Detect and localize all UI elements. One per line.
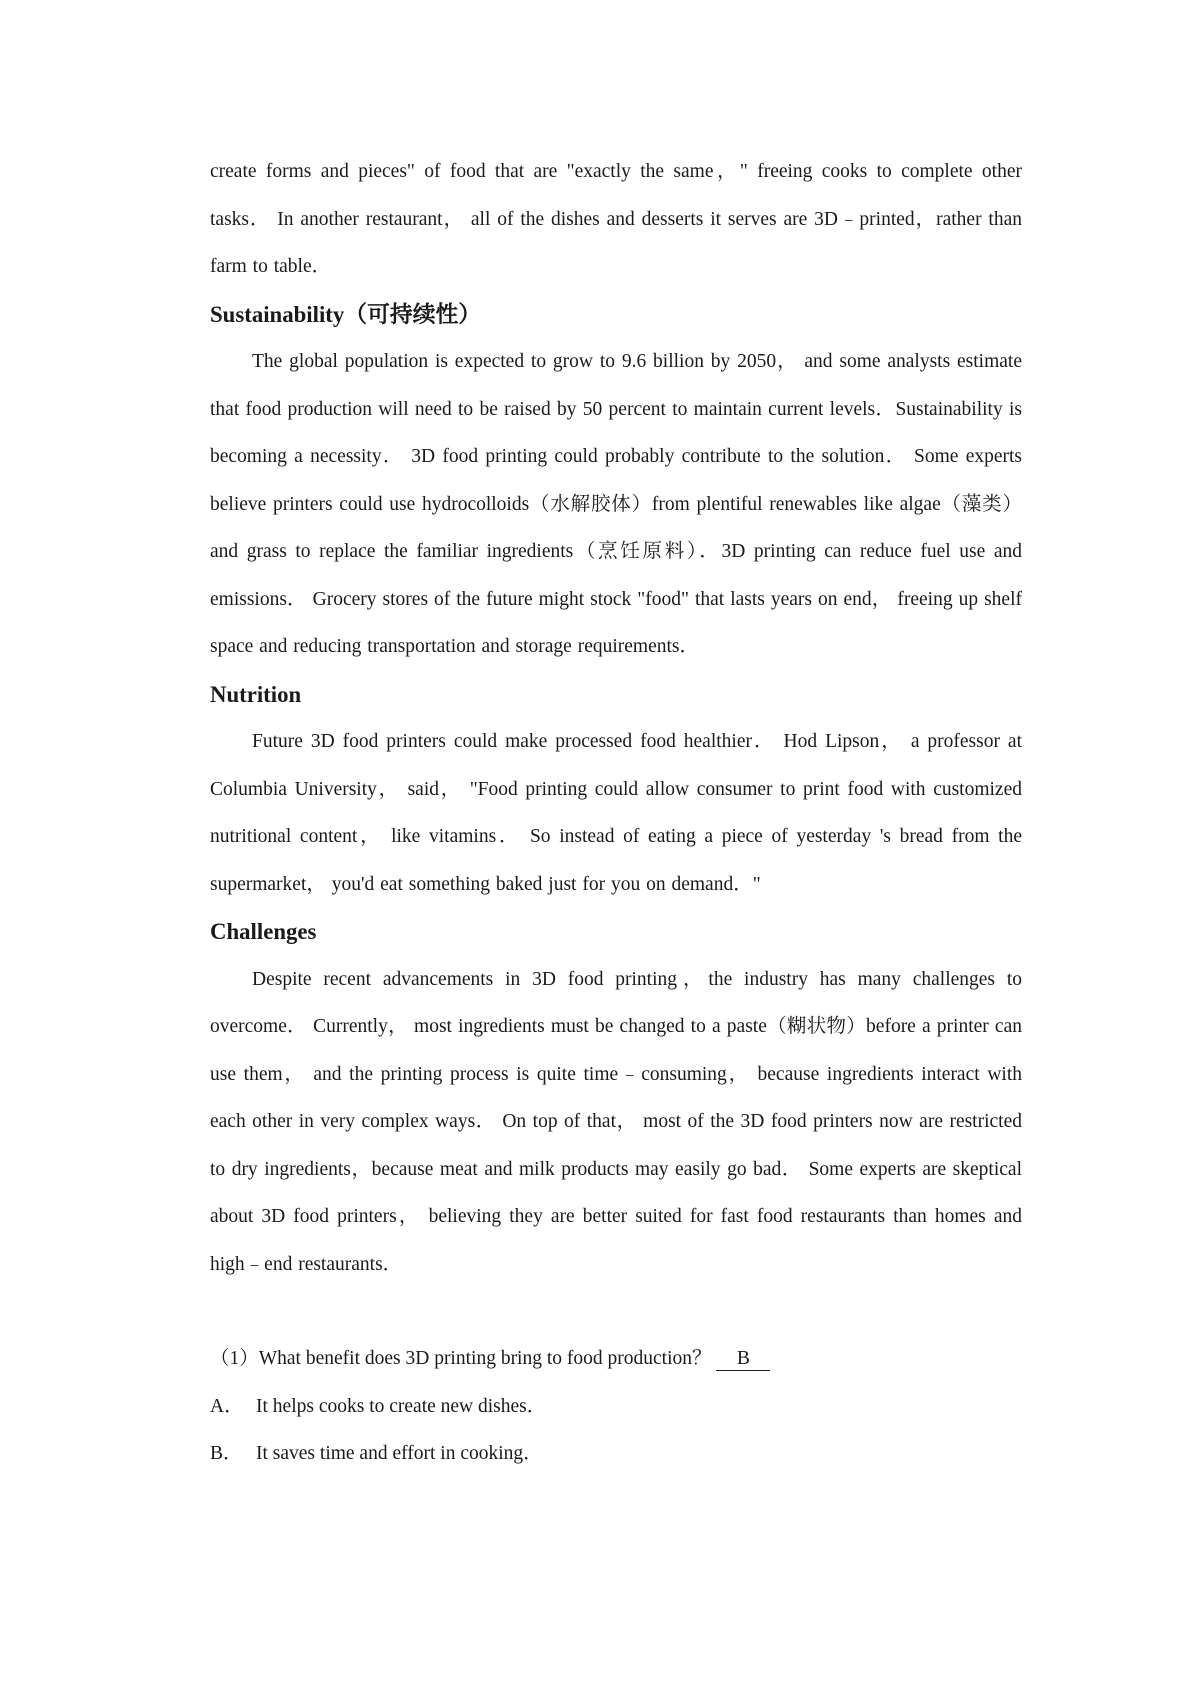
question-prompt: （1）What benefit does 3D printing bring to food production？ xyxy=(210,1348,712,1369)
section-heading-sustainability: Sustainability（可持续性） xyxy=(210,301,482,327)
option-text: It helps cooks to create new dishes． xyxy=(256,1395,547,1417)
question-1 xyxy=(210,1335,1022,1383)
intro-paragraph: create forms and pieces" of food that are "exactly the same，" freeing cooks to complete other tasks． In another restaurant， all of the dishes and desserts it serves are 3D﹣printed，rather than farm to table． xyxy=(210,161,1022,277)
document-page xyxy=(210,148,1022,1478)
option-a xyxy=(210,1383,1022,1431)
option-letter: B． xyxy=(210,1443,243,1464)
option-text: It saves time and effort in cooking． xyxy=(256,1443,543,1464)
section-body-sustainability: The global population is expected to grow to 9.6 billion by 2050， and some analysts estimate that food production will need to be raised by 50 percent to maintain current levels．Sustainability is becoming a necessity． 3D food printing could probably contribute to the solution． Some experts believe printers could use hydrocolloids（水解胶体）from plentiful renewables like algae（藻类） and grass to replace the familiar ingredients（烹饪原料）．3D printing can reduce fuel use and emissions． Grocery stores of the future might stock "food" that lasts years on end， freeing up shelf space and reducing transportation and storage requirements． xyxy=(210,351,1022,657)
section-heading-challenges: Challenges xyxy=(210,919,317,944)
section-body-nutrition: Future 3D food printers could make processed food healthier． Hod Lipson， a professor at Columbia University， said， "Food printing could allow consumer to print food with customized nutritional content， like vitamins． So instead of eating a piece of yesterday 's bread from the supermarket， you'd eat something baked just for you on demand．" xyxy=(210,731,1022,895)
section-heading-nutrition: Nutrition xyxy=(210,681,302,707)
section-body-challenges: Despite recent advancements in 3D food printing，the industry has many challenges to overcome． Currently， most ingredients must be changed to a paste（糊状物）before a printer can use them， and the printing process is quite time﹣consuming， because ingredients interact with each other in very complex ways． On top of that， most of the 3D food printers now are restricted to dry ingredients，because meat and milk products may easily go bad． Some experts are skeptical about 3D food printers， believing they are better suited for fast food restaurants than homes and high﹣end restaurants． xyxy=(210,968,1022,1275)
answer-blank: B xyxy=(716,1348,770,1371)
option-letter: A． xyxy=(210,1395,244,1417)
option-b xyxy=(210,1430,1022,1478)
spacer xyxy=(210,1288,1022,1335)
